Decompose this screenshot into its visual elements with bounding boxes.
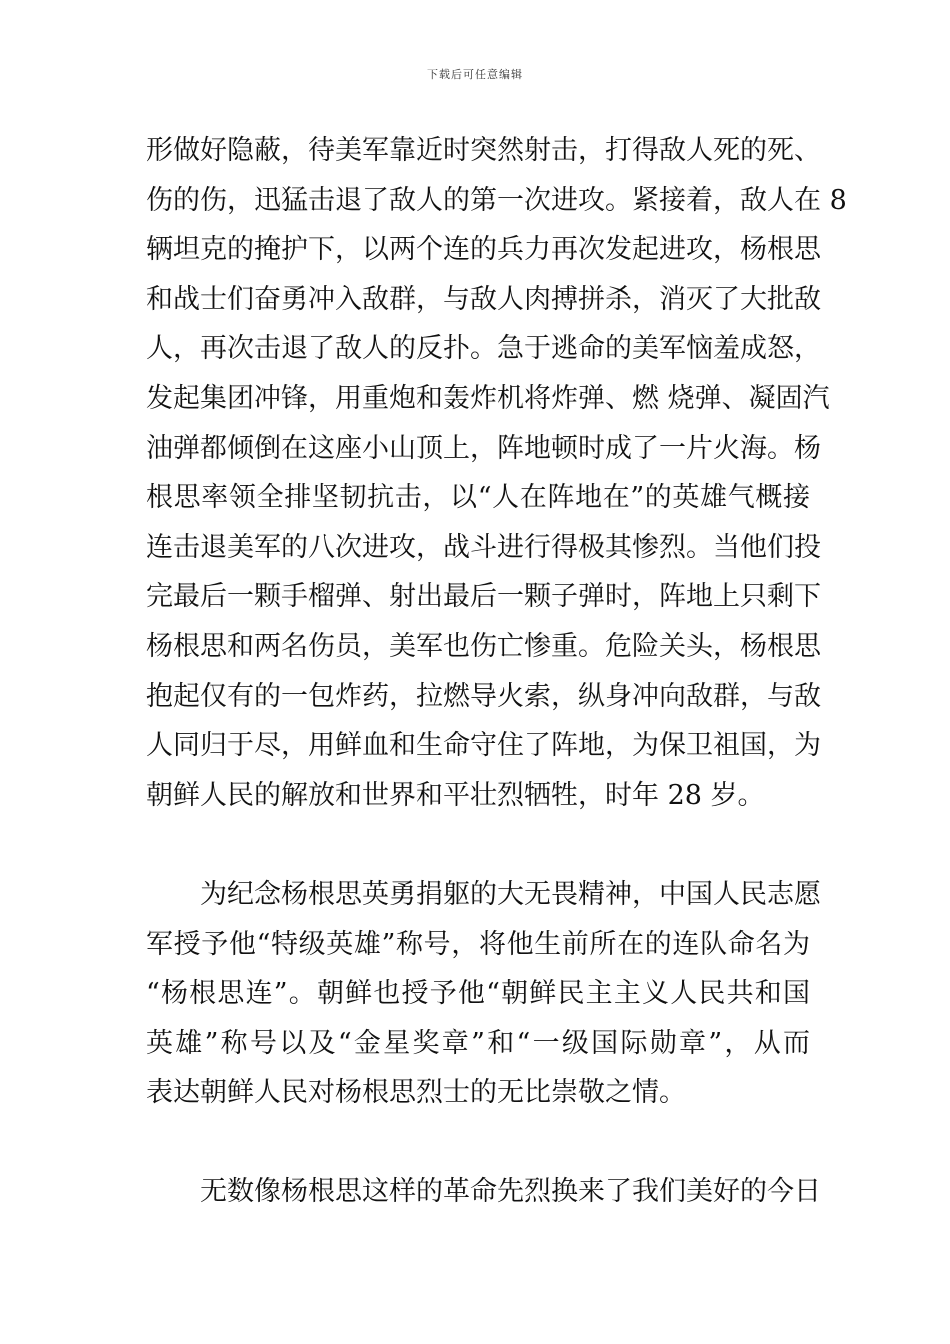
paragraph-1-line: 杨根思和两名伤员，美军也伤亡惨重。危险关头，杨根思	[146, 630, 821, 662]
paragraph-3-line: 无数像杨根思这样的革命先烈换来了我们美好的今日	[200, 1176, 821, 1208]
paragraph-1-line: 辆坦克的掩护下，以两个连的兵力再次发起进攻，杨根思	[146, 234, 821, 266]
paragraph-1-line: 人同归于尽，用鲜血和生命守住了阵地，为保卫祖国，为	[146, 730, 821, 762]
paragraph-2-line: 英雄”称号以及“金星奖章”和“一级国际勋章”，从而	[146, 1027, 810, 1059]
paragraph-1-line: 根思率领全排坚韧抗击，以“人在阵地在”的英雄气概接	[146, 482, 810, 514]
paragraph-2-line: “杨根思连”。朝鲜也授予他“朝鲜民主主义人民共和国	[146, 978, 810, 1010]
paragraph-gap	[146, 820, 810, 870]
paragraph-1-line: 形做好隐蔽，待美军靠近时突然射击，打得敌人死的死、	[146, 135, 821, 166]
paragraph-1-line: 发起集团冲锋，用重炮和轰炸机将炸弹、燃 烧弹、凝固汽	[146, 382, 830, 414]
paragraph-1-line: 朝鲜人民的解放和世界和平壮烈牺牲，时年 28 岁。	[146, 779, 765, 811]
paragraph-2-line: 表达朝鲜人民对杨根思烈士的无比崇敬之情。	[146, 1077, 686, 1109]
paragraph-1-line: 和战士们奋勇冲入敌群，与敌人肉搏拼杀，消灭了大批敌	[146, 283, 821, 315]
paragraph-1-line: 完最后一颗手榴弹、射出最后一颗子弹时，阵地上只剩下	[146, 581, 821, 613]
paragraph-1-line: 伤的伤，迅猛击退了敌人的第一次进攻。紧接着，敌人在 8	[146, 184, 847, 216]
paragraph-2-line: 军授予他“特级英雄”称号，将他生前所在的连队命名为	[146, 928, 810, 960]
paragraph-1-line: 抱起仅有的一包炸药，拉燃导火索，纵身冲向敌群，与敌	[146, 680, 821, 712]
paragraph-1-line: 连击退美军的八次进攻，战斗进行得极其惨烈。当他们投	[146, 531, 821, 563]
document-body	[146, 126, 847, 1217]
page-header: 下载后可任意编辑	[427, 68, 523, 81]
paragraph-gap	[146, 1118, 810, 1168]
paragraph-1-line: 油弹都倾倒在这座小山顶上，阵地顿时成了一片火海。杨	[146, 432, 821, 464]
paragraph-2-line: 为纪念杨根思英勇捐躯的大无畏精神，中国人民志愿	[200, 878, 821, 910]
paragraph-1-line: 人，再次击退了敌人的反扑。急于逃命的美军恼羞成怒，	[146, 333, 821, 365]
